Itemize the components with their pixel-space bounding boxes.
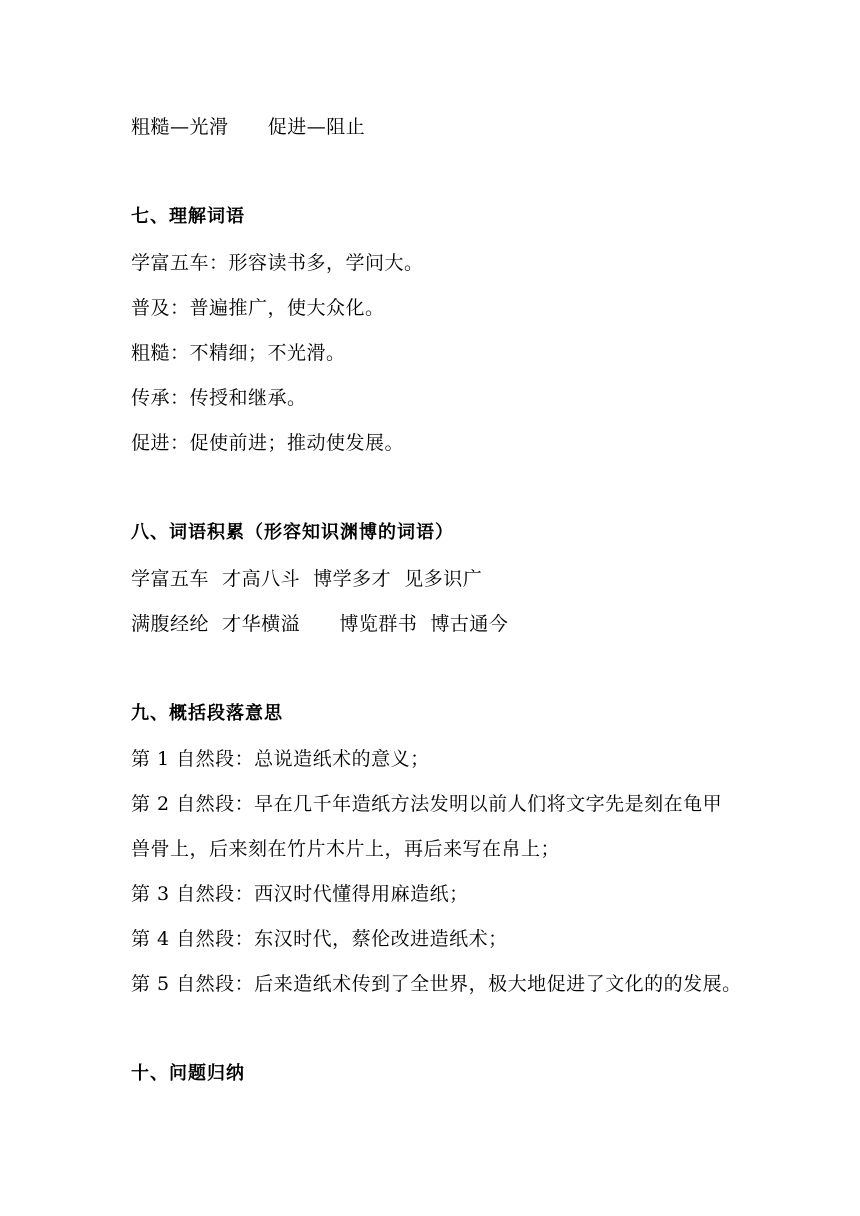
section-9-item: 第 5 自然段：后来造纸术传到了全世界，极大地促进了文化的的发展。 xyxy=(131,973,742,995)
section-8-heading: 八、词语积累（形容知识渊博的词语） xyxy=(131,522,454,543)
section-7-item: 粗糙：不精细；不光滑。 xyxy=(131,342,346,364)
section-9-item: 第 3 自然段：西汉时代懂得用麻造纸； xyxy=(131,883,469,905)
section-7-item: 传承：传授和继承。 xyxy=(131,387,307,409)
section-9-item: 第 1 自然段：总说造纸术的意义； xyxy=(131,748,430,770)
section-10-heading: 十、问题归纳 xyxy=(131,1063,245,1084)
section-7-item: 促进：促使前进；推动使发展。 xyxy=(131,432,405,454)
section-9-item: 第 2 自然段：早在几千年造纸方法发明以前人们将文字先是刻在龟甲 xyxy=(131,793,723,815)
section-7-item: 学富五车：形容读书多，学问大。 xyxy=(131,252,424,274)
section-7-item: 普及：普遍推广，使大众化。 xyxy=(131,297,385,319)
section-7-heading: 七、理解词语 xyxy=(131,206,245,227)
section-9-heading: 九、概括段落意思 xyxy=(131,703,283,724)
section-9-item: 兽骨上，后来刻在竹片木片上，再后来写在帛上； xyxy=(131,838,561,860)
antonym-pairs-line: 粗糙—光滑 促进—阻止 xyxy=(131,116,366,138)
section-8-line: 满腹经纶 才华横溢 博览群书 博古通今 xyxy=(131,613,509,635)
section-8-line: 学富五车 才高八斗 博学多才 见多识广 xyxy=(131,568,483,590)
section-9-item: 第 4 自然段：东汉时代，蔡伦改进造纸术； xyxy=(131,928,508,950)
